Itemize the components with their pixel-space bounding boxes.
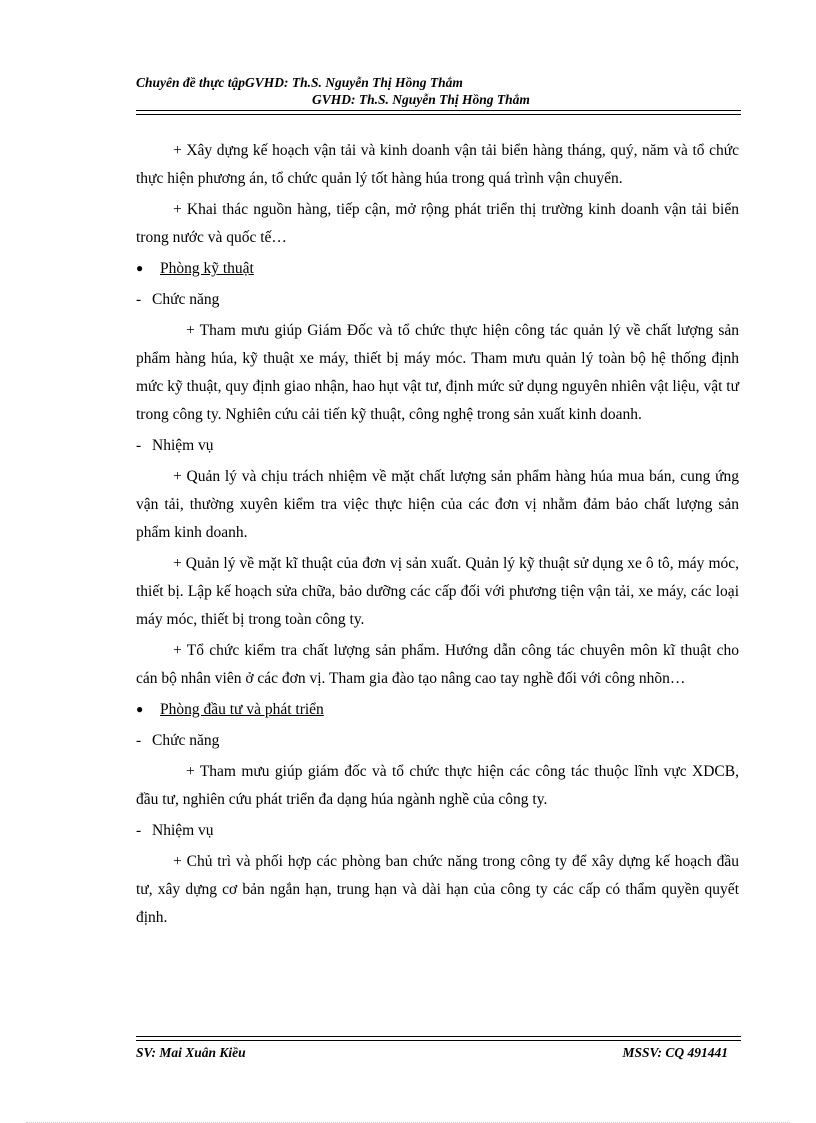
student-name: SV: Mai Xuân Kiều	[136, 1045, 246, 1060]
subsection-heading: - Chức năng	[136, 291, 220, 308]
document-body	[136, 137, 739, 935]
subsection-title: Chức năng	[152, 732, 220, 749]
header-title: Chuyên đề thực tậpGVHD: Th.S. Nguyễn Thị Hồng Thắm	[136, 75, 463, 90]
bullet-icon: ●	[136, 261, 144, 275]
subsection-title: Chức năng	[152, 291, 220, 308]
paragraph: + Quản lý và chịu trách nhiệm về mặt chất lượng sản phẩm hàng húa mua bán, cung ứng vận tải, thường xuyên kiểm tra việc thực hiện của các đơn vị nhằm đảm bảo chất lượng sản phẩm kinh doanh.	[136, 468, 739, 541]
section-heading	[136, 255, 739, 283]
subsection-heading: - Chức năng	[136, 732, 220, 749]
section-heading	[136, 696, 739, 724]
subsection-heading: - Nhiệm vụ	[136, 822, 214, 839]
paragraph: + Quản lý về mặt kĩ thuật của đơn vị sản xuất. Quản lý kỹ thuật sử dụng xe ô tô, máy móc, thiết bị. Lập kế hoạch sửa chữa, bảo dưỡng các cấp đối với phương tiện vận tải, xe máy, các loại máy móc, thiết bị trong toàn công ty.	[136, 555, 739, 628]
paragraph: + Chủ trì và phối hợp các phòng ban chức năng trong công ty để xây dựng kế hoạch đầu tư, xây dựng cơ bản ngắn hạn, trung hạn và dài hạn của công ty các cấp có thẩm quyền quyết định.	[136, 853, 739, 926]
bullet-icon: ●	[136, 702, 144, 716]
subsection-title: Nhiệm vụ	[152, 822, 214, 839]
page-footer	[136, 1045, 741, 1061]
paragraph: + Tổ chức kiểm tra chất lượng sản phẩm. Hướng dẫn công tác chuyên môn kĩ thuật cho cán bộ nhân viên ở các đơn vị. Tham gia đào tạo nâng cao tay nghề đối với công nhõn…	[136, 642, 739, 687]
header-rule	[136, 110, 741, 115]
paragraph: + Khai thác nguồn hàng, tiếp cận, mở rộng phát triển thị trường kinh doanh vận tải biển trong nước và quốc tế…	[136, 201, 739, 246]
section-title: Phòng đầu tư và phát triển	[160, 701, 324, 718]
paragraph: + Xây dựng kế hoạch vận tải và kinh doanh vận tải biển hàng tháng, quý, năm và tổ chức thực hiện phương án, tổ chức quản lý tốt hàng húa trong quá trình vận chuyển.	[136, 142, 739, 187]
footer-rule	[136, 1036, 741, 1041]
section-title: Phòng kỹ thuật	[160, 260, 254, 277]
header-advisor: GVHD: Th.S. Nguyễn Thị Hồng Thắm	[312, 92, 530, 107]
paragraph: + Tham mưu giúp giám đốc và tổ chức thực hiện các công tác thuộc lĩnh vực XDCB, đầu tư, nghiên cứu phát triển đa dạng húa ngành nghề của công ty.	[136, 763, 739, 808]
subsection-title: Nhiệm vụ	[152, 437, 214, 454]
paragraph: + Tham mưu giúp Giám Đốc và tổ chức thực hiện công tác quản lý về chất lượng sản phẩm hàng húa, kỹ thuật xe máy, thiết bị máy móc. Tham mưu quản lý toàn bộ hệ thống định mức kỹ thuật, quy định giao nhận, hao hụt vật tư, định mức sử dụng nguyên nhiên vật liệu, vật tư trong công ty. Nghiên cứu cải tiến kỹ thuật, công nghệ trong sản xuất kinh doanh.	[136, 322, 739, 423]
student-id: MSSV: CQ 491441	[622, 1045, 728, 1060]
page-header	[136, 74, 746, 108]
subsection-heading: - Nhiệm vụ	[136, 437, 214, 454]
